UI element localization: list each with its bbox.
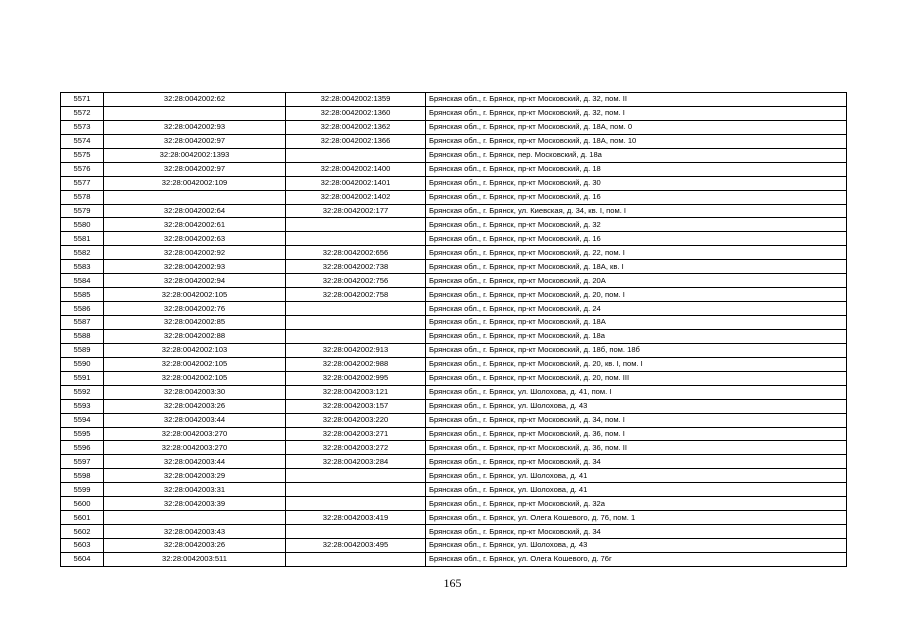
cadastral-number-cell: 32:28:0042002:64 (104, 204, 286, 218)
address-cell: Брянская обл., г. Брянск, ул. Шолохова, д. 41 (426, 469, 847, 483)
table-row (61, 302, 847, 316)
cadastral-number-cell: 32:28:0042003:43 (104, 525, 286, 539)
cadastral-number-cell: 32:28:0042003:44 (104, 455, 286, 469)
object-cadastral-number-cell: 32:28:0042002:177 (286, 204, 426, 218)
address-cell: Брянская обл., г. Брянск, ул. Шолохова, д. 43 (426, 539, 847, 553)
cadastral-number-cell (104, 511, 286, 525)
cadastral-number-cell: 32:28:0042002:109 (104, 176, 286, 190)
object-cadastral-number-cell (286, 232, 426, 246)
table-row (61, 106, 847, 120)
object-cadastral-number-cell: 32:28:0042002:738 (286, 260, 426, 274)
cadastral-number-cell: 32:28:0042002:105 (104, 357, 286, 371)
object-cadastral-number-cell (286, 552, 426, 566)
table-row (61, 218, 847, 232)
cadastral-number-cell: 32:28:0042003:26 (104, 399, 286, 413)
cadastral-number-cell: 32:28:0042002:85 (104, 316, 286, 330)
object-cadastral-number-cell: 32:28:0042003:271 (286, 427, 426, 441)
object-cadastral-number-cell (286, 148, 426, 162)
table-row (61, 385, 847, 399)
cadastral-number-cell: 32:28:0042003:44 (104, 413, 286, 427)
object-cadastral-number-cell: 32:28:0042002:1366 (286, 134, 426, 148)
address-cell: Брянская обл., г. Брянск, ул. Киевская, д. 34, кв. I, пом. I (426, 204, 847, 218)
table-row (61, 552, 847, 566)
table-row (61, 148, 847, 162)
object-cadastral-number-cell: 32:28:0042003:272 (286, 441, 426, 455)
cadastral-number-cell (104, 106, 286, 120)
row-number-cell: 5573 (61, 120, 104, 134)
table-row (61, 413, 847, 427)
row-number-cell: 5604 (61, 552, 104, 566)
cadastral-number-cell: 32:28:0042002:94 (104, 274, 286, 288)
row-number-cell: 5579 (61, 204, 104, 218)
cadastral-number-cell: 32:28:0042003:30 (104, 385, 286, 399)
address-cell: Брянская обл., г. Брянск, пр-кт Московский, д. 16 (426, 232, 847, 246)
table-row (61, 511, 847, 525)
object-cadastral-number-cell: 32:28:0042002:1402 (286, 190, 426, 204)
cadastral-number-cell: 32:28:0042002:88 (104, 329, 286, 343)
cadastral-number-cell: 32:28:0042003:270 (104, 441, 286, 455)
table-row (61, 483, 847, 497)
object-cadastral-number-cell (286, 497, 426, 511)
registry-table-body (61, 93, 847, 567)
address-cell: Брянская обл., г. Брянск, пр-кт Московский, д. 22, пом. I (426, 246, 847, 260)
object-cadastral-number-cell: 32:28:0042003:157 (286, 399, 426, 413)
address-cell: Брянская обл., г. Брянск, пр-кт Московский, д. 32 (426, 218, 847, 232)
cadastral-number-cell: 32:28:0042003:270 (104, 427, 286, 441)
address-cell: Брянская обл., г. Брянск, пр-кт Московский, д. 34 (426, 455, 847, 469)
table-row (61, 455, 847, 469)
table-row (61, 120, 847, 134)
table-row (61, 162, 847, 176)
cadastral-number-cell: 32:28:0042002:105 (104, 288, 286, 302)
table-row (61, 93, 847, 107)
object-cadastral-number-cell: 32:28:0042003:495 (286, 539, 426, 553)
row-number-cell: 5581 (61, 232, 104, 246)
table-row (61, 260, 847, 274)
object-cadastral-number-cell: 32:28:0042002:1362 (286, 120, 426, 134)
object-cadastral-number-cell (286, 525, 426, 539)
object-cadastral-number-cell: 32:28:0042002:758 (286, 288, 426, 302)
object-cadastral-number-cell: 32:28:0042002:995 (286, 371, 426, 385)
address-cell: Брянская обл., г. Брянск, пр-кт Московский, д. 18 (426, 162, 847, 176)
address-cell: Брянская обл., г. Брянск, пр-кт Московский, д. 34 (426, 525, 847, 539)
object-cadastral-number-cell: 32:28:0042002:1401 (286, 176, 426, 190)
object-cadastral-number-cell: 32:28:0042003:419 (286, 511, 426, 525)
row-number-cell: 5603 (61, 539, 104, 553)
address-cell: Брянская обл., г. Брянск, пр-кт Московский, д. 24 (426, 302, 847, 316)
table-row (61, 539, 847, 553)
address-cell: Брянская обл., г. Брянск, ул. Шолохова, д. 43 (426, 399, 847, 413)
cadastral-number-cell: 32:28:0042003:511 (104, 552, 286, 566)
row-number-cell: 5585 (61, 288, 104, 302)
object-cadastral-number-cell: 32:28:0042002:756 (286, 274, 426, 288)
address-cell: Брянская обл., г. Брянск, ул. Олега Кошевого, д. 76, пом. 1 (426, 511, 847, 525)
row-number-cell: 5591 (61, 371, 104, 385)
address-cell: Брянская обл., г. Брянск, пр-кт Московский, д. 34, пом. I (426, 413, 847, 427)
table-row (61, 441, 847, 455)
table-row (61, 232, 847, 246)
row-number-cell: 5592 (61, 385, 104, 399)
address-cell: Брянская обл., г. Брянск, ул. Шолохова, д. 41, пом. I (426, 385, 847, 399)
cadastral-number-cell: 32:28:0042002:93 (104, 120, 286, 134)
table-row (61, 176, 847, 190)
address-cell: Брянская обл., г. Брянск, пр-кт Московский, д. 36, пом. I (426, 427, 847, 441)
object-cadastral-number-cell: 32:28:0042002:1400 (286, 162, 426, 176)
address-cell: Брянская обл., г. Брянск, пр-кт Московский, д. 18б, пом. 18б (426, 343, 847, 357)
table-row (61, 427, 847, 441)
table-row (61, 357, 847, 371)
row-number-cell: 5593 (61, 399, 104, 413)
cadastral-number-cell: 32:28:0042002:62 (104, 93, 286, 107)
address-cell: Брянская обл., г. Брянск, пр-кт Московский, д. 20, пом. III (426, 371, 847, 385)
address-cell: Брянская обл., г. Брянск, пр-кт Московский, д. 20А (426, 274, 847, 288)
address-cell: Брянская обл., г. Брянск, ул. Шолохова, д. 41 (426, 483, 847, 497)
object-cadastral-number-cell (286, 302, 426, 316)
cadastral-number-cell: 32:28:0042003:26 (104, 539, 286, 553)
object-cadastral-number-cell (286, 316, 426, 330)
row-number-cell: 5602 (61, 525, 104, 539)
table-row (61, 497, 847, 511)
row-number-cell: 5587 (61, 316, 104, 330)
row-number-cell: 5586 (61, 302, 104, 316)
cadastral-number-cell: 32:28:0042002:61 (104, 218, 286, 232)
row-number-cell: 5588 (61, 329, 104, 343)
row-number-cell: 5596 (61, 441, 104, 455)
address-cell: Брянская обл., г. Брянск, пр-кт Московский, д. 18а (426, 329, 847, 343)
table-row (61, 316, 847, 330)
address-cell: Брянская обл., г. Брянск, пр-кт Московский, д. 32, пом. II (426, 93, 847, 107)
row-number-cell: 5583 (61, 260, 104, 274)
cadastral-number-cell: 32:28:0042002:97 (104, 162, 286, 176)
table-row (61, 134, 847, 148)
table-row (61, 469, 847, 483)
row-number-cell: 5577 (61, 176, 104, 190)
object-cadastral-number-cell: 32:28:0042002:988 (286, 357, 426, 371)
row-number-cell: 5578 (61, 190, 104, 204)
registry-table (60, 92, 847, 567)
address-cell: Брянская обл., г. Брянск, пр-кт Московский, д. 36, пом. II (426, 441, 847, 455)
cadastral-number-cell: 32:28:0042002:97 (104, 134, 286, 148)
row-number-cell: 5599 (61, 483, 104, 497)
object-cadastral-number-cell: 32:28:0042003:121 (286, 385, 426, 399)
row-number-cell: 5584 (61, 274, 104, 288)
table-row (61, 343, 847, 357)
table-row (61, 288, 847, 302)
address-cell: Брянская обл., г. Брянск, ул. Олега Кошевого, д. 76г (426, 552, 847, 566)
row-number-cell: 5572 (61, 106, 104, 120)
object-cadastral-number-cell: 32:28:0042002:1359 (286, 93, 426, 107)
object-cadastral-number-cell (286, 329, 426, 343)
cadastral-number-cell: 32:28:0042002:76 (104, 302, 286, 316)
cadastral-number-cell (104, 190, 286, 204)
address-cell: Брянская обл., г. Брянск, пр-кт Московский, д. 18А, кв. I (426, 260, 847, 274)
table-row (61, 274, 847, 288)
address-cell: Брянская обл., г. Брянск, пр-кт Московский, д. 18А (426, 316, 847, 330)
object-cadastral-number-cell: 32:28:0042003:284 (286, 455, 426, 469)
object-cadastral-number-cell (286, 483, 426, 497)
cadastral-number-cell: 32:28:0042002:105 (104, 371, 286, 385)
address-cell: Брянская обл., г. Брянск, пр-кт Московский, д. 20, кв. I, пом. I (426, 357, 847, 371)
cadastral-number-cell: 32:28:0042002:92 (104, 246, 286, 260)
cadastral-number-cell: 32:28:0042003:29 (104, 469, 286, 483)
address-cell: Брянская обл., г. Брянск, пр-кт Московский, д. 30 (426, 176, 847, 190)
object-cadastral-number-cell: 32:28:0042002:1360 (286, 106, 426, 120)
cadastral-number-cell: 32:28:0042002:93 (104, 260, 286, 274)
address-cell: Брянская обл., г. Брянск, пр-кт Московский, д. 16 (426, 190, 847, 204)
row-number-cell: 5575 (61, 148, 104, 162)
cadastral-number-cell: 32:28:0042003:31 (104, 483, 286, 497)
row-number-cell: 5589 (61, 343, 104, 357)
table-row (61, 190, 847, 204)
address-cell: Брянская обл., г. Брянск, пр-кт Московский, д. 18А, пом. 0 (426, 120, 847, 134)
cadastral-number-cell: 32:28:0042002:103 (104, 343, 286, 357)
row-number-cell: 5571 (61, 93, 104, 107)
cadastral-number-cell: 32:28:0042003:39 (104, 497, 286, 511)
row-number-cell: 5590 (61, 357, 104, 371)
address-cell: Брянская обл., г. Брянск, пр-кт Московский, д. 32, пом. I (426, 106, 847, 120)
table-row (61, 399, 847, 413)
object-cadastral-number-cell: 32:28:0042002:913 (286, 343, 426, 357)
row-number-cell: 5598 (61, 469, 104, 483)
row-number-cell: 5600 (61, 497, 104, 511)
address-cell: Брянская обл., г. Брянск, пр-кт Московский, д. 32а (426, 497, 847, 511)
row-number-cell: 5594 (61, 413, 104, 427)
row-number-cell: 5574 (61, 134, 104, 148)
address-cell: Брянская обл., г. Брянск, пер. Московский, д. 18а (426, 148, 847, 162)
table-row (61, 329, 847, 343)
cadastral-number-cell: 32:28:0042002:63 (104, 232, 286, 246)
table-row (61, 246, 847, 260)
object-cadastral-number-cell: 32:28:0042002:656 (286, 246, 426, 260)
row-number-cell: 5580 (61, 218, 104, 232)
row-number-cell: 5582 (61, 246, 104, 260)
object-cadastral-number-cell: 32:28:0042003:220 (286, 413, 426, 427)
object-cadastral-number-cell (286, 218, 426, 232)
cadastral-number-cell: 32:28:0042002:1393 (104, 148, 286, 162)
row-number-cell: 5601 (61, 511, 104, 525)
row-number-cell: 5597 (61, 455, 104, 469)
address-cell: Брянская обл., г. Брянск, пр-кт Московский, д. 18А, пом. 10 (426, 134, 847, 148)
row-number-cell: 5595 (61, 427, 104, 441)
address-cell: Брянская обл., г. Брянск, пр-кт Московский, д. 20, пом. I (426, 288, 847, 302)
object-cadastral-number-cell (286, 469, 426, 483)
row-number-cell: 5576 (61, 162, 104, 176)
table-row (61, 525, 847, 539)
table-row (61, 371, 847, 385)
table-row (61, 204, 847, 218)
page-number: 165 (443, 576, 462, 590)
